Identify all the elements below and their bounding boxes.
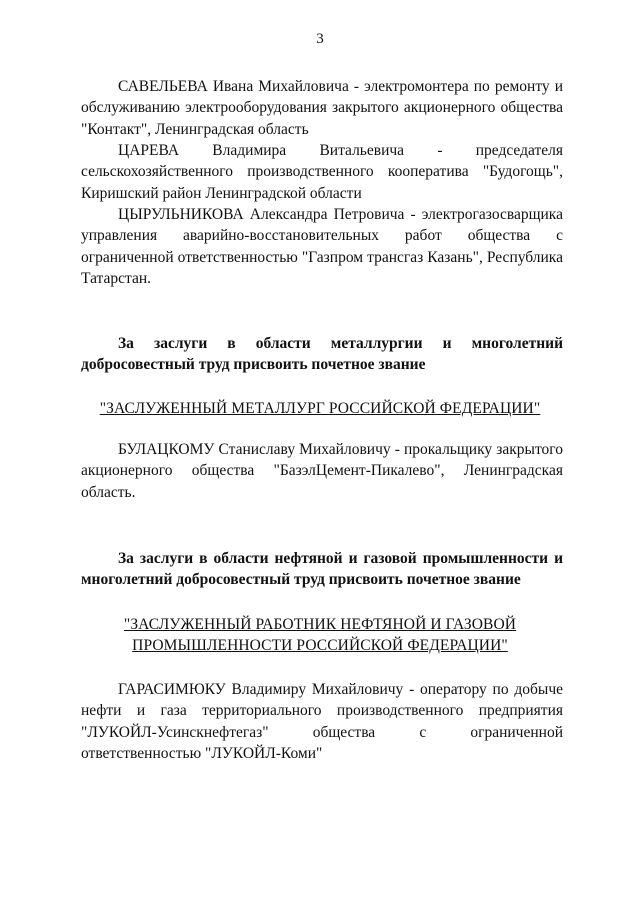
award-entry — [81, 140, 563, 204]
award-entry — [81, 679, 563, 764]
page-number: 3 — [316, 31, 324, 47]
entry-text: ЦАРЕВА Владимира Витальевича - председателя сельскохозяйственного производственного кооператива "Будогощь", Киришский район Ленинградской области — [81, 142, 563, 202]
decree-paragraph — [81, 548, 563, 591]
award-entry — [81, 439, 563, 503]
honorary-title-line-2: ПРОМЫШЛЕННОСТИ РОССИЙСКОЙ ФЕДЕРАЦИИ" — [132, 637, 508, 654]
entry-text: САВЕЛЬЕВА Ивана Михайловича - электромонтера по ремонту и обслуживанию электрооборудования закрытого акционерного общества "Контакт", Ленинградская область — [81, 78, 563, 138]
honorary-title-line-1: "ЗАСЛУЖЕННЫЙ РАБОТНИК НЕФТЯНОЙ И ГАЗОВОЙ — [123, 616, 517, 633]
decree-text: За заслуги в области металлургии и многолетний добросовестный труд присвоить почетное звание — [81, 335, 563, 374]
entry-text: ГАРАСИМЮКУ Владимиру Михайловичу - оператору по добыче нефти и газа территориального производственного предприятия "ЛУКОЙЛ-Усинскнефтегаз" общества с ограниченной ответственностью "ЛУКОЙЛ-Коми" — [81, 681, 563, 762]
decree-text: За заслуги в области нефтяной и газовой промышленности и многолетний добросовестный труд присвоить почетное звание — [81, 550, 563, 589]
honorary-title: "ЗАСЛУЖЕННЫЙ МЕТАЛЛУРГ РОССИЙСКОЙ ФЕДЕРАЦИИ" — [99, 400, 541, 417]
entry-text: ЦЫРУЛЬНИКОВА Александра Петровича - электрогазосварщика управления аварийно-восстановительных работ общества с ограниченной ответственностью "Газпром трансгаз Казань", Республика Татарстан. — [81, 206, 563, 287]
entry-text: БУЛАЦКОМУ Станиславу Михайловичу - прокальщику закрытого акционерного общества "БазэлЦемент-Пикалево", Ленинградская область. — [81, 441, 563, 501]
award-entry — [81, 76, 563, 140]
award-entry — [81, 204, 563, 289]
decree-paragraph — [81, 333, 563, 376]
